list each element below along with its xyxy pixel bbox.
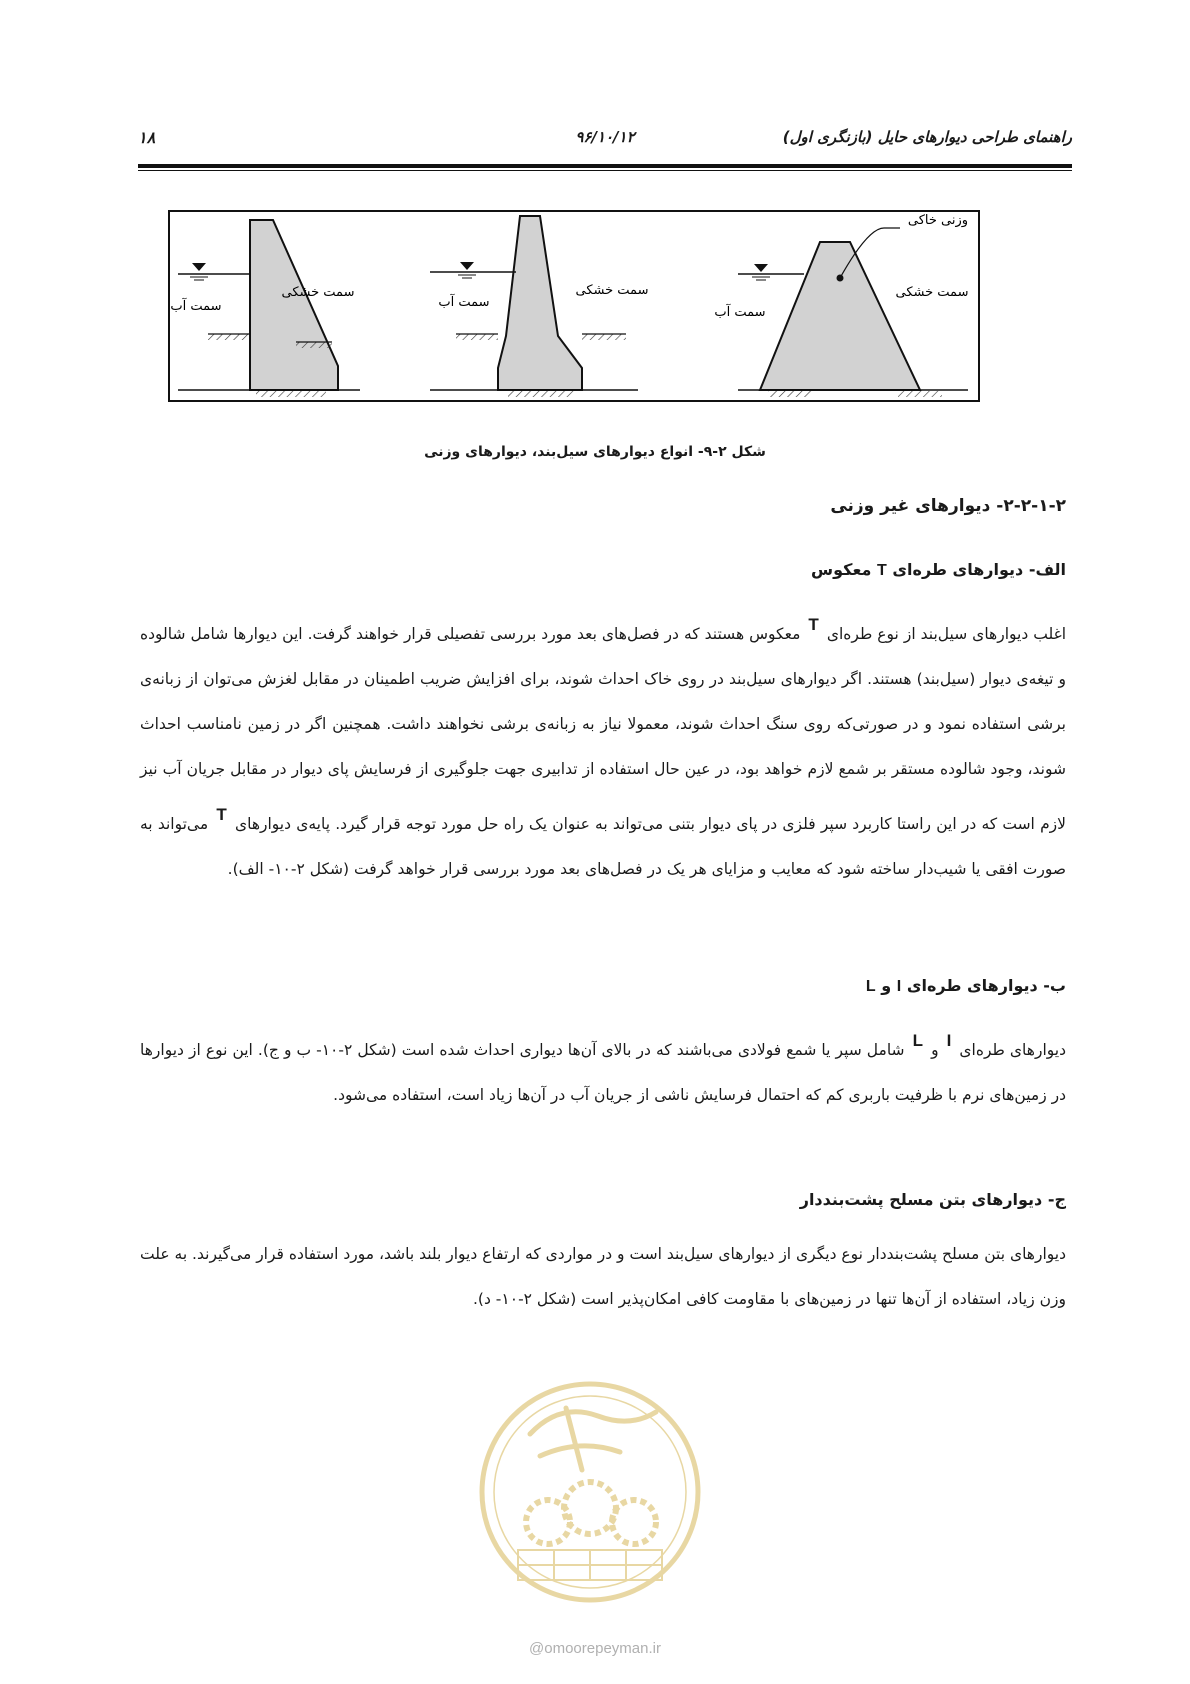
subheading-i-l-walls: ب- دیوارهای طره‌ای I و L	[865, 976, 1066, 995]
header-rule-thin	[138, 170, 1072, 171]
section-heading: ۲-۲-۱-۲- دیوارهای غیر وزنی	[830, 496, 1066, 516]
paragraph-inverted-t: اغلب دیوارهای سیل‌بند از نوع طره‌ای T معکوس هستند که در فصل‌های بعد مورد بررسی تفصیلی قرار خواهند گرفت. این دیوارها شامل شالوده و تیغه‌ی دیوار (سیل‌بند) هستند. اگر دیوارهای سیل‌بند در روی خاک احداث شوند، برای افزایش ضریب اطمینان در مقابل لغزش می‌توان از زبانه‌ی برشی استفاده نمود و در صورتی‌که روی سنگ احداث شوند، معمولا نیاز به زبانه‌ی برشی نخواهند داشت. همچنین اگر در زمین نامناسب احداث شوند، وجود شالوده مستقر بر شمع لازم خواهد بود، در عین حال استفاده از تدابیری جهت جلوگیری از فرسایش پای دیوار در مقابل جریان آب نیز لازم است که در این راستا کاربرد سپر فلزی در پای دیوار بتنی می‌تواند به عنوان یک راه حل مورد توجه قرار گیرد. پایه‌ی دیوارهای T می‌تواند به صورت افقی یا شیب‌دار ساخته شود که معایب و مزایای هر یک در فصل‌های بعد مورد بررسی قرار خواهد گرفت (شکل ۲-۱۰- الف).	[140, 615, 1066, 878]
paragraph-i-l-walls: دیوارهای طره‌ای I و L شامل سپر یا شمع فولادی می‌باشند که در بالای آن‌ها دیواری احداث شده است (شکل ۲-۱۰- ب و ج). این نوع از دیوارها در زمین‌های نرم با ظرفیت باربری کم که احتمال فرسایش ناشی از جریان آب در آن‌ها زیاد است، استفاده می‌شود.	[140, 1031, 1066, 1104]
figure-caption: شکل ۲-۹- انواع دیوارهای سیل‌بند، دیوارهای وزنی	[424, 444, 766, 460]
page-header	[138, 128, 1072, 158]
page-number: ۱۸	[138, 128, 156, 147]
header-date: ۹۶/۱۰/۱۲	[575, 128, 635, 146]
wall-1-water-label: سمت آب	[170, 299, 222, 314]
seal-graphic	[470, 1372, 710, 1622]
figure-gravity-floodwalls	[168, 210, 1040, 430]
wall-1-land-label: سمت خشکی	[281, 285, 355, 300]
wall-3-water-label: سمت آب	[714, 305, 766, 320]
publisher-seal	[470, 1372, 710, 1622]
website-watermark: @omoorepeyman.ir	[529, 1640, 661, 1657]
running-title: راهنمای طراحی دیوارهای حایل (بازنگری اول)	[782, 128, 1072, 146]
header-rule-thick	[138, 164, 1072, 168]
wall-3-core-label: وزنی خاکی	[907, 213, 969, 228]
figure-drawing	[168, 210, 1040, 430]
wall-3-land-label: سمت خشکی	[895, 285, 969, 300]
wall-2-land-label: سمت خشکی	[575, 283, 649, 298]
subheading-inverted-t: الف- دیوارهای طره‌ای T معکوس	[811, 560, 1066, 579]
paragraph-buttressed-walls: دیوارهای بتن مسلح پشت‌بنددار نوع دیگری از دیوارهای سیل‌بند است و در مواردی که ارتفاع دیوار بلند باشد، مورد استفاده قرار می‌گیرند. به علت وزن زیاد، استفاده از آن‌ها تنها در زمین‌های با مقاومت کافی امکان‌پذیر است (شکل ۲-۱۰- د).	[139, 1245, 1066, 1308]
wall-2-water-label: سمت آب	[438, 295, 490, 310]
subheading-buttressed-walls: ج- دیوارهای بتن مسلح پشت‌بنددار	[799, 1190, 1066, 1209]
